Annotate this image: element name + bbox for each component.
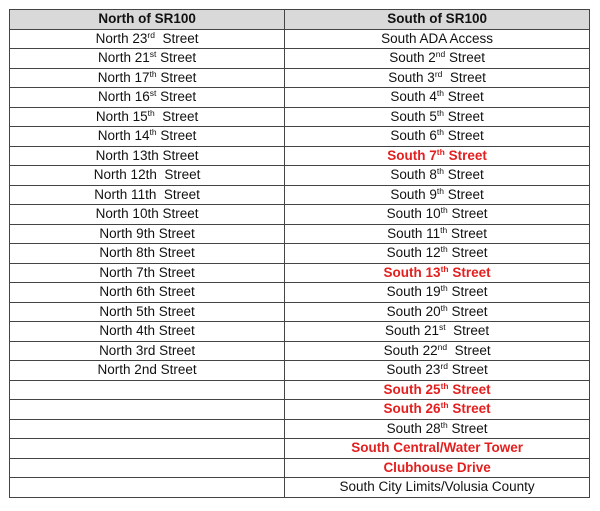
cell-text: South ADA Access: [381, 30, 493, 46]
south-cell-highlighted: [285, 380, 590, 400]
ordinal-suffix: th: [440, 263, 449, 274]
ordinal-suffix: st: [149, 49, 157, 60]
south-cell: [285, 419, 590, 439]
cell-text: South 22: [383, 342, 438, 358]
table-row: [10, 88, 590, 108]
south-cell: [285, 68, 590, 88]
cell-text: Street: [444, 108, 484, 124]
cell-text: Street: [442, 69, 486, 85]
north-cell: [10, 419, 285, 439]
cell-text: Street: [154, 108, 199, 124]
south-cell-highlighted: [285, 146, 590, 166]
table-row: [10, 439, 590, 459]
ordinal-suffix: th: [436, 185, 445, 196]
cell-text: Street: [444, 89, 484, 105]
table-row: [10, 107, 590, 127]
table-row: [10, 263, 590, 283]
cell-text: Street: [448, 401, 491, 417]
ordinal-suffix: th: [440, 283, 448, 294]
cell-text: Street: [444, 128, 484, 144]
cell-text: Street: [447, 206, 488, 222]
cell-text: North 21: [97, 50, 150, 66]
north-cell: [10, 283, 285, 303]
ordinal-suffix: th: [440, 419, 448, 430]
cell-text: South 25: [383, 381, 441, 397]
ordinal-suffix: th: [440, 380, 449, 391]
cell-text: Street: [448, 381, 491, 397]
cell-text: North 2nd Street: [97, 362, 197, 378]
ordinal-suffix: th: [147, 107, 155, 118]
north-cell: [10, 49, 285, 69]
cell-text: Street: [447, 420, 488, 436]
south-cell: [285, 478, 590, 498]
cell-text: Street: [156, 69, 197, 85]
north-cell: [10, 68, 285, 88]
south-cell: [285, 49, 590, 69]
cell-text: South 10: [386, 206, 441, 222]
header-south: South of SR100: [285, 10, 590, 30]
header-row: [10, 10, 590, 30]
cell-text: North 13th Street: [95, 147, 199, 163]
ordinal-suffix: nd: [437, 341, 448, 352]
table-row: [10, 224, 590, 244]
street-table: [9, 9, 590, 498]
ordinal-suffix: th: [440, 205, 448, 216]
ordinal-suffix: nd: [435, 49, 446, 60]
table-row: [10, 302, 590, 322]
ordinal-suffix: th: [436, 166, 445, 177]
cell-text: Street: [447, 284, 488, 300]
cell-text: South 11: [387, 225, 441, 241]
table-row: [10, 380, 590, 400]
cell-text: North 15: [95, 108, 148, 124]
south-cell-highlighted: [285, 458, 590, 478]
south-cell: [285, 341, 590, 361]
ordinal-suffix: th: [440, 244, 448, 255]
cell-text: North 14: [97, 128, 150, 144]
north-cell: [10, 400, 285, 420]
table-row: [10, 49, 590, 69]
table-row: [10, 146, 590, 166]
north-cell: [10, 478, 285, 498]
south-cell: [285, 29, 590, 49]
table-row: [10, 322, 590, 342]
cell-text: South 12: [386, 245, 441, 261]
cell-text: North 17: [97, 69, 150, 85]
cell-text: Street: [156, 89, 197, 105]
table-row: [10, 419, 590, 439]
cell-text: North 3rd Street: [99, 342, 196, 358]
north-cell: [10, 302, 285, 322]
cell-text: South 13: [383, 264, 441, 280]
table-row: [10, 205, 590, 225]
south-cell: [285, 205, 590, 225]
north-cell: [10, 88, 285, 108]
table-row: [10, 166, 590, 186]
cell-text: Street: [448, 264, 491, 280]
cell-text: Street: [156, 50, 197, 66]
south-cell: [285, 302, 590, 322]
ordinal-suffix: rd: [440, 361, 448, 372]
cell-text: Street: [447, 342, 491, 358]
cell-text: South 20: [386, 303, 441, 319]
cell-text: Street: [445, 323, 490, 339]
north-cell: [10, 341, 285, 361]
ordinal-suffix: th: [436, 88, 445, 99]
ordinal-suffix: rd: [147, 29, 155, 40]
north-cell: [10, 244, 285, 264]
cell-text: South Central/Water Tower: [351, 440, 523, 456]
north-cell: [10, 127, 285, 147]
table-row: [10, 29, 590, 49]
south-cell: [285, 322, 590, 342]
table-row: [10, 341, 590, 361]
ordinal-suffix: th: [440, 224, 448, 235]
south-cell: [285, 107, 590, 127]
south-cell: [285, 185, 590, 205]
cell-text: North 11th Street: [94, 186, 200, 202]
cell-text: South 3: [388, 69, 435, 85]
cell-text: Street: [447, 245, 488, 261]
table-row: [10, 68, 590, 88]
ordinal-suffix: th: [436, 146, 445, 157]
north-cell: [10, 185, 285, 205]
cell-text: North 5th Street: [99, 303, 195, 319]
north-cell: [10, 439, 285, 459]
ordinal-suffix: th: [149, 68, 157, 79]
south-cell-highlighted: [285, 439, 590, 459]
cell-text: North 4th Street: [99, 323, 195, 339]
south-cell: [285, 224, 590, 244]
cell-text: Street: [156, 128, 197, 144]
ordinal-suffix: th: [436, 127, 445, 138]
cell-text: Street: [447, 225, 488, 241]
cell-text: Clubhouse Drive: [383, 459, 491, 475]
table-row: [10, 458, 590, 478]
cell-text: North 7th Street: [99, 264, 195, 280]
header-north: North of SR100: [10, 10, 285, 30]
cell-text: South 28: [386, 420, 441, 436]
cell-text: North 16: [97, 89, 150, 105]
south-cell: [285, 127, 590, 147]
ordinal-suffix: rd: [434, 68, 443, 79]
south-cell: [285, 283, 590, 303]
north-cell: [10, 224, 285, 244]
south-cell-highlighted: [285, 400, 590, 420]
south-cell: [285, 361, 590, 381]
cell-text: South 8: [390, 167, 437, 183]
north-cell: [10, 205, 285, 225]
cell-text: Street: [154, 30, 199, 46]
table-row: [10, 283, 590, 303]
ordinal-suffix: th: [440, 302, 448, 313]
cell-text: South 5: [390, 108, 437, 124]
north-cell: [10, 458, 285, 478]
cell-text: South 7: [387, 147, 437, 163]
cell-text: Street: [448, 362, 488, 378]
table-row: [10, 478, 590, 498]
cell-text: North 10th Street: [95, 206, 199, 222]
cell-text: North 6th Street: [99, 284, 195, 300]
cell-text: Street: [444, 147, 487, 163]
north-cell: [10, 361, 285, 381]
south-cell: [285, 166, 590, 186]
cell-text: South 9: [390, 186, 437, 202]
table-body: [10, 29, 590, 497]
table-row: [10, 400, 590, 420]
cell-text: South 19: [386, 284, 441, 300]
cell-text: South 21: [384, 323, 440, 339]
ordinal-suffix: st: [439, 322, 446, 333]
north-cell: [10, 146, 285, 166]
cell-text: South 6: [390, 128, 437, 144]
cell-text: South 4: [390, 89, 437, 105]
cell-text: South 2: [389, 50, 436, 66]
cell-text: Street: [444, 167, 484, 183]
north-cell: [10, 322, 285, 342]
cell-text: South 23: [386, 362, 441, 378]
south-cell-highlighted: [285, 263, 590, 283]
south-cell: [285, 244, 590, 264]
cell-text: Street: [447, 303, 488, 319]
cell-text: Street: [444, 186, 484, 202]
ordinal-suffix: th: [440, 400, 449, 411]
north-cell: [10, 107, 285, 127]
ordinal-suffix: th: [436, 107, 445, 118]
north-cell: [10, 29, 285, 49]
south-cell: [285, 88, 590, 108]
cell-text: North 12th Street: [93, 167, 201, 183]
ordinal-suffix: st: [149, 88, 157, 99]
ordinal-suffix: th: [149, 127, 157, 138]
cell-text: North 9th Street: [99, 225, 195, 241]
north-cell: [10, 263, 285, 283]
cell-text: North 23: [95, 30, 148, 46]
north-cell: [10, 166, 285, 186]
cell-text: Street: [445, 50, 485, 66]
cell-text: South City Limits/Volusia County: [339, 479, 535, 495]
table-row: [10, 127, 590, 147]
table-row: [10, 244, 590, 264]
table-row: [10, 361, 590, 381]
table-row: [10, 185, 590, 205]
cell-text: North 8th Street: [99, 245, 195, 261]
north-cell: [10, 380, 285, 400]
cell-text: South 26: [383, 401, 441, 417]
